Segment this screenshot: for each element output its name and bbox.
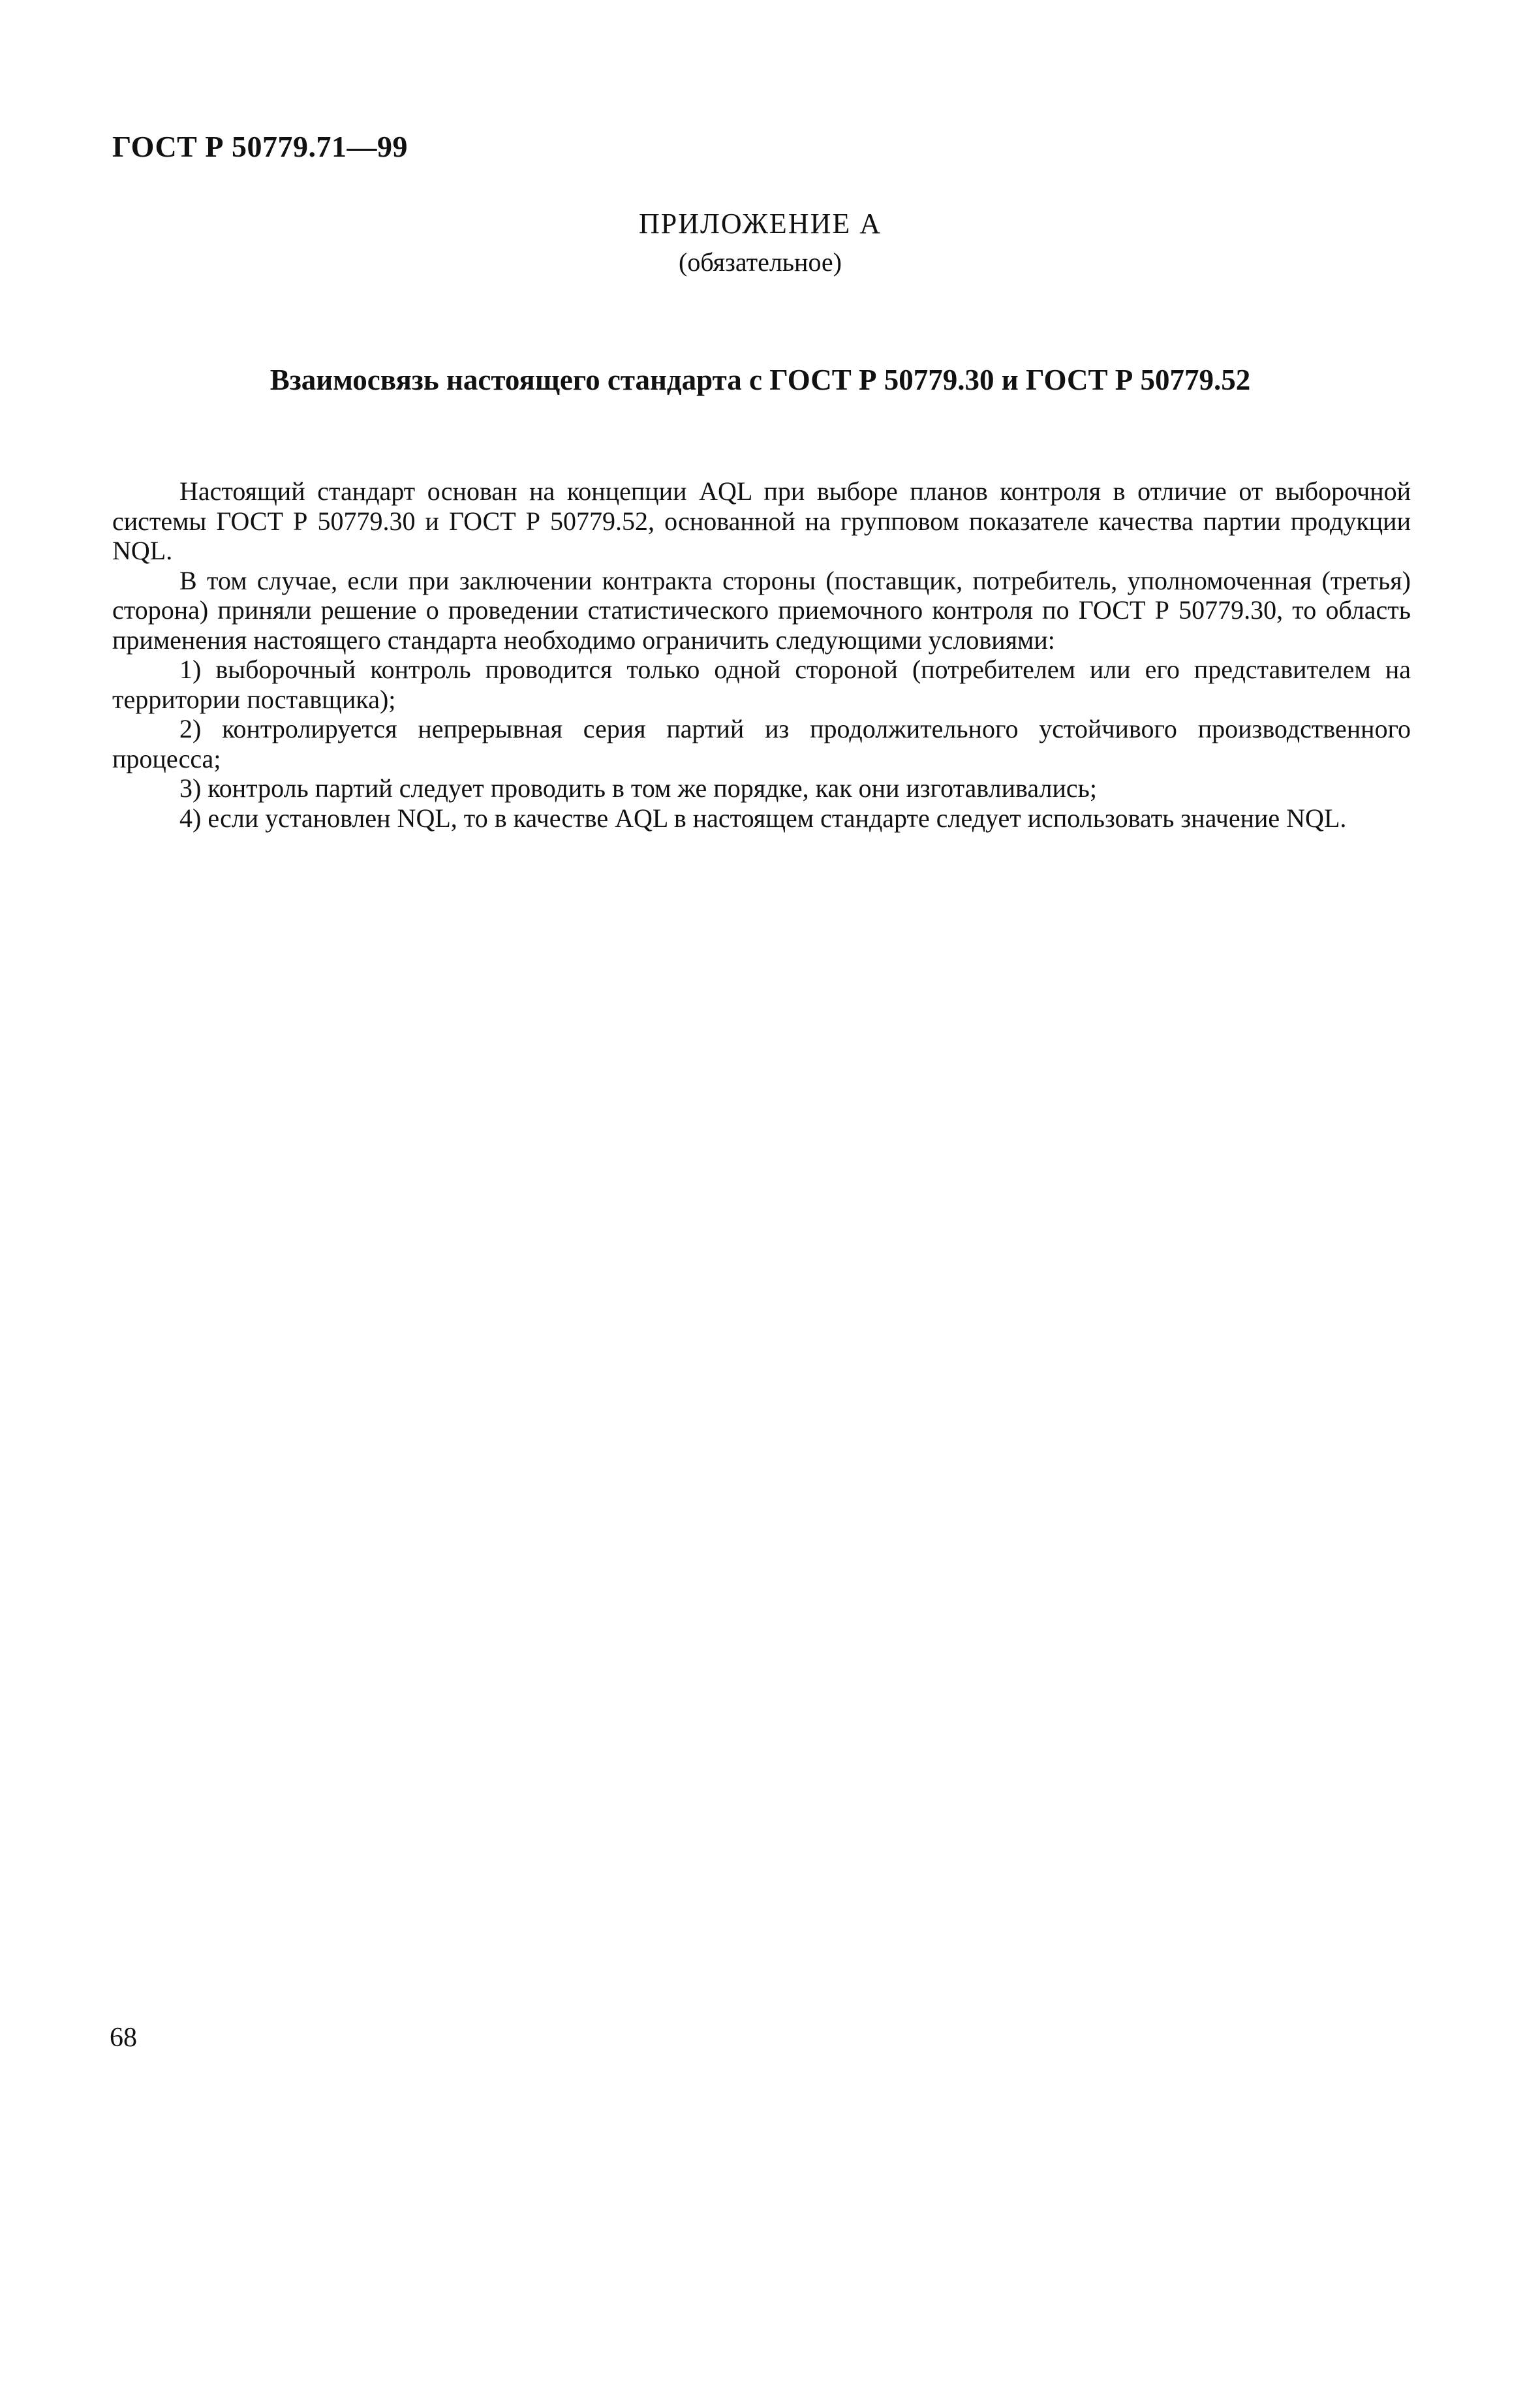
- appendix-status: (обязательное): [679, 247, 842, 277]
- appendix-title: Взаимосвязь настоящего стандарта с ГОСТ Р 50779.30 и ГОСТ Р 50779.52: [270, 364, 1251, 396]
- page-number: 68: [110, 2023, 137, 2053]
- appendix-heading: [0, 204, 1520, 281]
- list-item-2: 2) контролируется непрерывная серия партий из продолжительного устойчивого производственного процесса;: [112, 714, 1411, 773]
- list-item-3: 3) контроль партий следует проводить в том же порядке, как они изготавливались;: [179, 773, 1097, 803]
- body-text: [112, 476, 1411, 833]
- paragraph-conditions: В том случае, если при заключении контракта стороны (поставщик, потребитель, уполномоченная (третья) сторона) приняли решение о проведении статистического приемочного контроля по ГОСТ Р 50779.30, то область применения настоящего стандарта необходимо ограничить следующими условиями:: [112, 565, 1411, 655]
- appendix-label: ПРИЛОЖЕНИЕ А: [638, 208, 882, 240]
- document-code-header: ГОСТ Р 50779.71—99: [112, 130, 408, 163]
- list-item-1: 1) выборочный контроль проводится только одной стороной (потребителем или его представителем на территории поставщика);: [112, 655, 1411, 714]
- list-item-4: 4) если установлен NQL, то в качестве AQL в настоящем стандарте следует использовать значение NQL.: [179, 803, 1347, 833]
- paragraph-intro: Настоящий стандарт основан на концепции AQL при выборе планов контроля в отличие от выборочной системы ГОСТ Р 50779.30 и ГОСТ Р 50779.52, основанной на групповом показателе качества партии продукции NQL.: [112, 476, 1411, 565]
